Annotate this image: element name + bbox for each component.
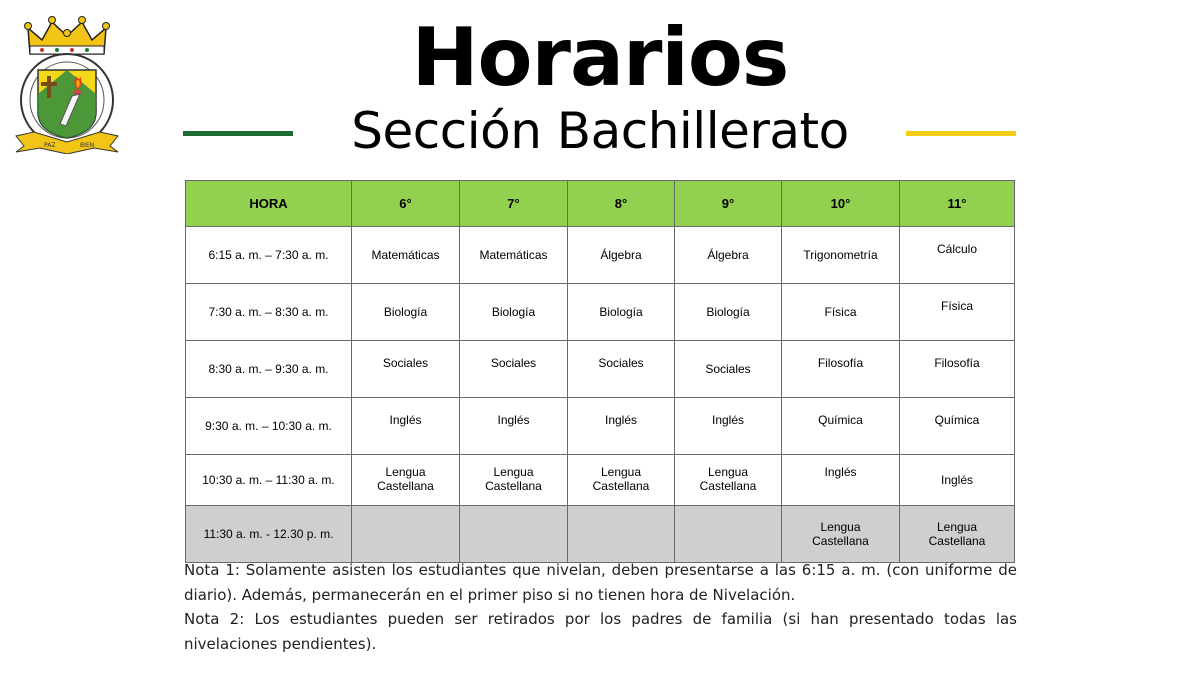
subject-cell: Física [900,284,1015,341]
subject-cell: Química [900,398,1015,455]
subject-cell: Inglés [352,398,460,455]
subject-cell: Física [782,284,900,341]
subject-cell: Sociales [568,341,675,398]
notes-section [184,558,1017,656]
subject-cell [782,506,900,563]
subject-cell: Sociales [352,341,460,398]
table-row [186,398,1015,455]
subject-cell: Química [782,398,900,455]
subject-cell: Biología [568,284,675,341]
time-cell: 7:30 a. m. – 8:30 a. m. [186,284,352,341]
column-header-grade: 8° [568,181,675,227]
table-header-row [186,181,1015,227]
note-1: Nota 1: Solamente asisten los estudiantes que nivelan, deben presentarse a las 6:15 a. m. (con uniforme de diario). Además, permanecerán en el primer piso si no tienen hora de Nivelación. [184,561,1017,604]
subject-cell: Filosofía [900,341,1015,398]
column-header-grade: 9° [675,181,782,227]
table-row [186,284,1015,341]
table-row [186,227,1015,284]
subject-text: Lengua Castellana [812,520,869,548]
subject-cell: Matemáticas [460,227,568,284]
subject-cell [675,455,782,506]
subject-cell: Biología [675,284,782,341]
subject-cell: Filosofía [782,341,900,398]
yellow-divider [906,131,1016,136]
column-header-grade: 11° [900,181,1015,227]
subject-cell: Biología [352,284,460,341]
page-title: Horarios [411,11,789,104]
subject-cell: Álgebra [568,227,675,284]
subject-cell [352,455,460,506]
table-row [186,506,1015,563]
subject-cell: Sociales [675,341,782,398]
subject-text: Lengua Castellana [377,465,434,493]
empty-cell [568,506,675,563]
empty-cell [675,506,782,563]
column-header-hora: HORA [186,181,352,227]
time-cell: 10:30 a. m. – 11:30 a. m. [186,455,352,506]
page-subtitle: Sección Bachillerato [351,102,849,160]
time-cell: 11:30 a. m. - 12.30 p. m. [186,506,352,563]
time-cell: 6:15 a. m. – 7:30 a. m. [186,227,352,284]
subject-cell: Inglés [900,455,1015,506]
column-header-grade: 6° [352,181,460,227]
empty-cell [352,506,460,563]
subject-cell: Inglés [568,398,675,455]
subject-cell: Matemáticas [352,227,460,284]
time-cell: 9:30 a. m. – 10:30 a. m. [186,398,352,455]
subject-cell: Sociales [460,341,568,398]
column-header-grade: 7° [460,181,568,227]
subject-cell: Inglés [460,398,568,455]
subject-cell: Trigonometría [782,227,900,284]
subject-text: Lengua Castellana [928,520,986,548]
table-row [186,341,1015,398]
subject-text: Lengua Castellana [485,465,542,493]
subject-text: Lengua Castellana [592,465,650,493]
subject-cell: Cálculo [900,227,1015,284]
empty-cell [460,506,568,563]
subject-cell [460,455,568,506]
subject-text: Lengua Castellana [699,465,757,493]
subject-cell: Biología [460,284,568,341]
subject-cell [900,506,1015,563]
schedule-table [185,180,1015,563]
svg-text:PAZ: PAZ [44,142,56,149]
subject-cell: Inglés [782,455,900,506]
subject-cell: Álgebra [675,227,782,284]
table-row [186,455,1015,506]
subject-cell: Inglés [675,398,782,455]
subject-cell [568,455,675,506]
time-cell: 8:30 a. m. – 9:30 a. m. [186,341,352,398]
note-2: Nota 2: Los estudiantes pueden ser retirados por los padres de familia (si han presentado todas las nivelaciones pendientes). [184,610,1017,653]
svg-text:BIEN: BIEN [80,142,95,149]
column-header-grade: 10° [782,181,900,227]
